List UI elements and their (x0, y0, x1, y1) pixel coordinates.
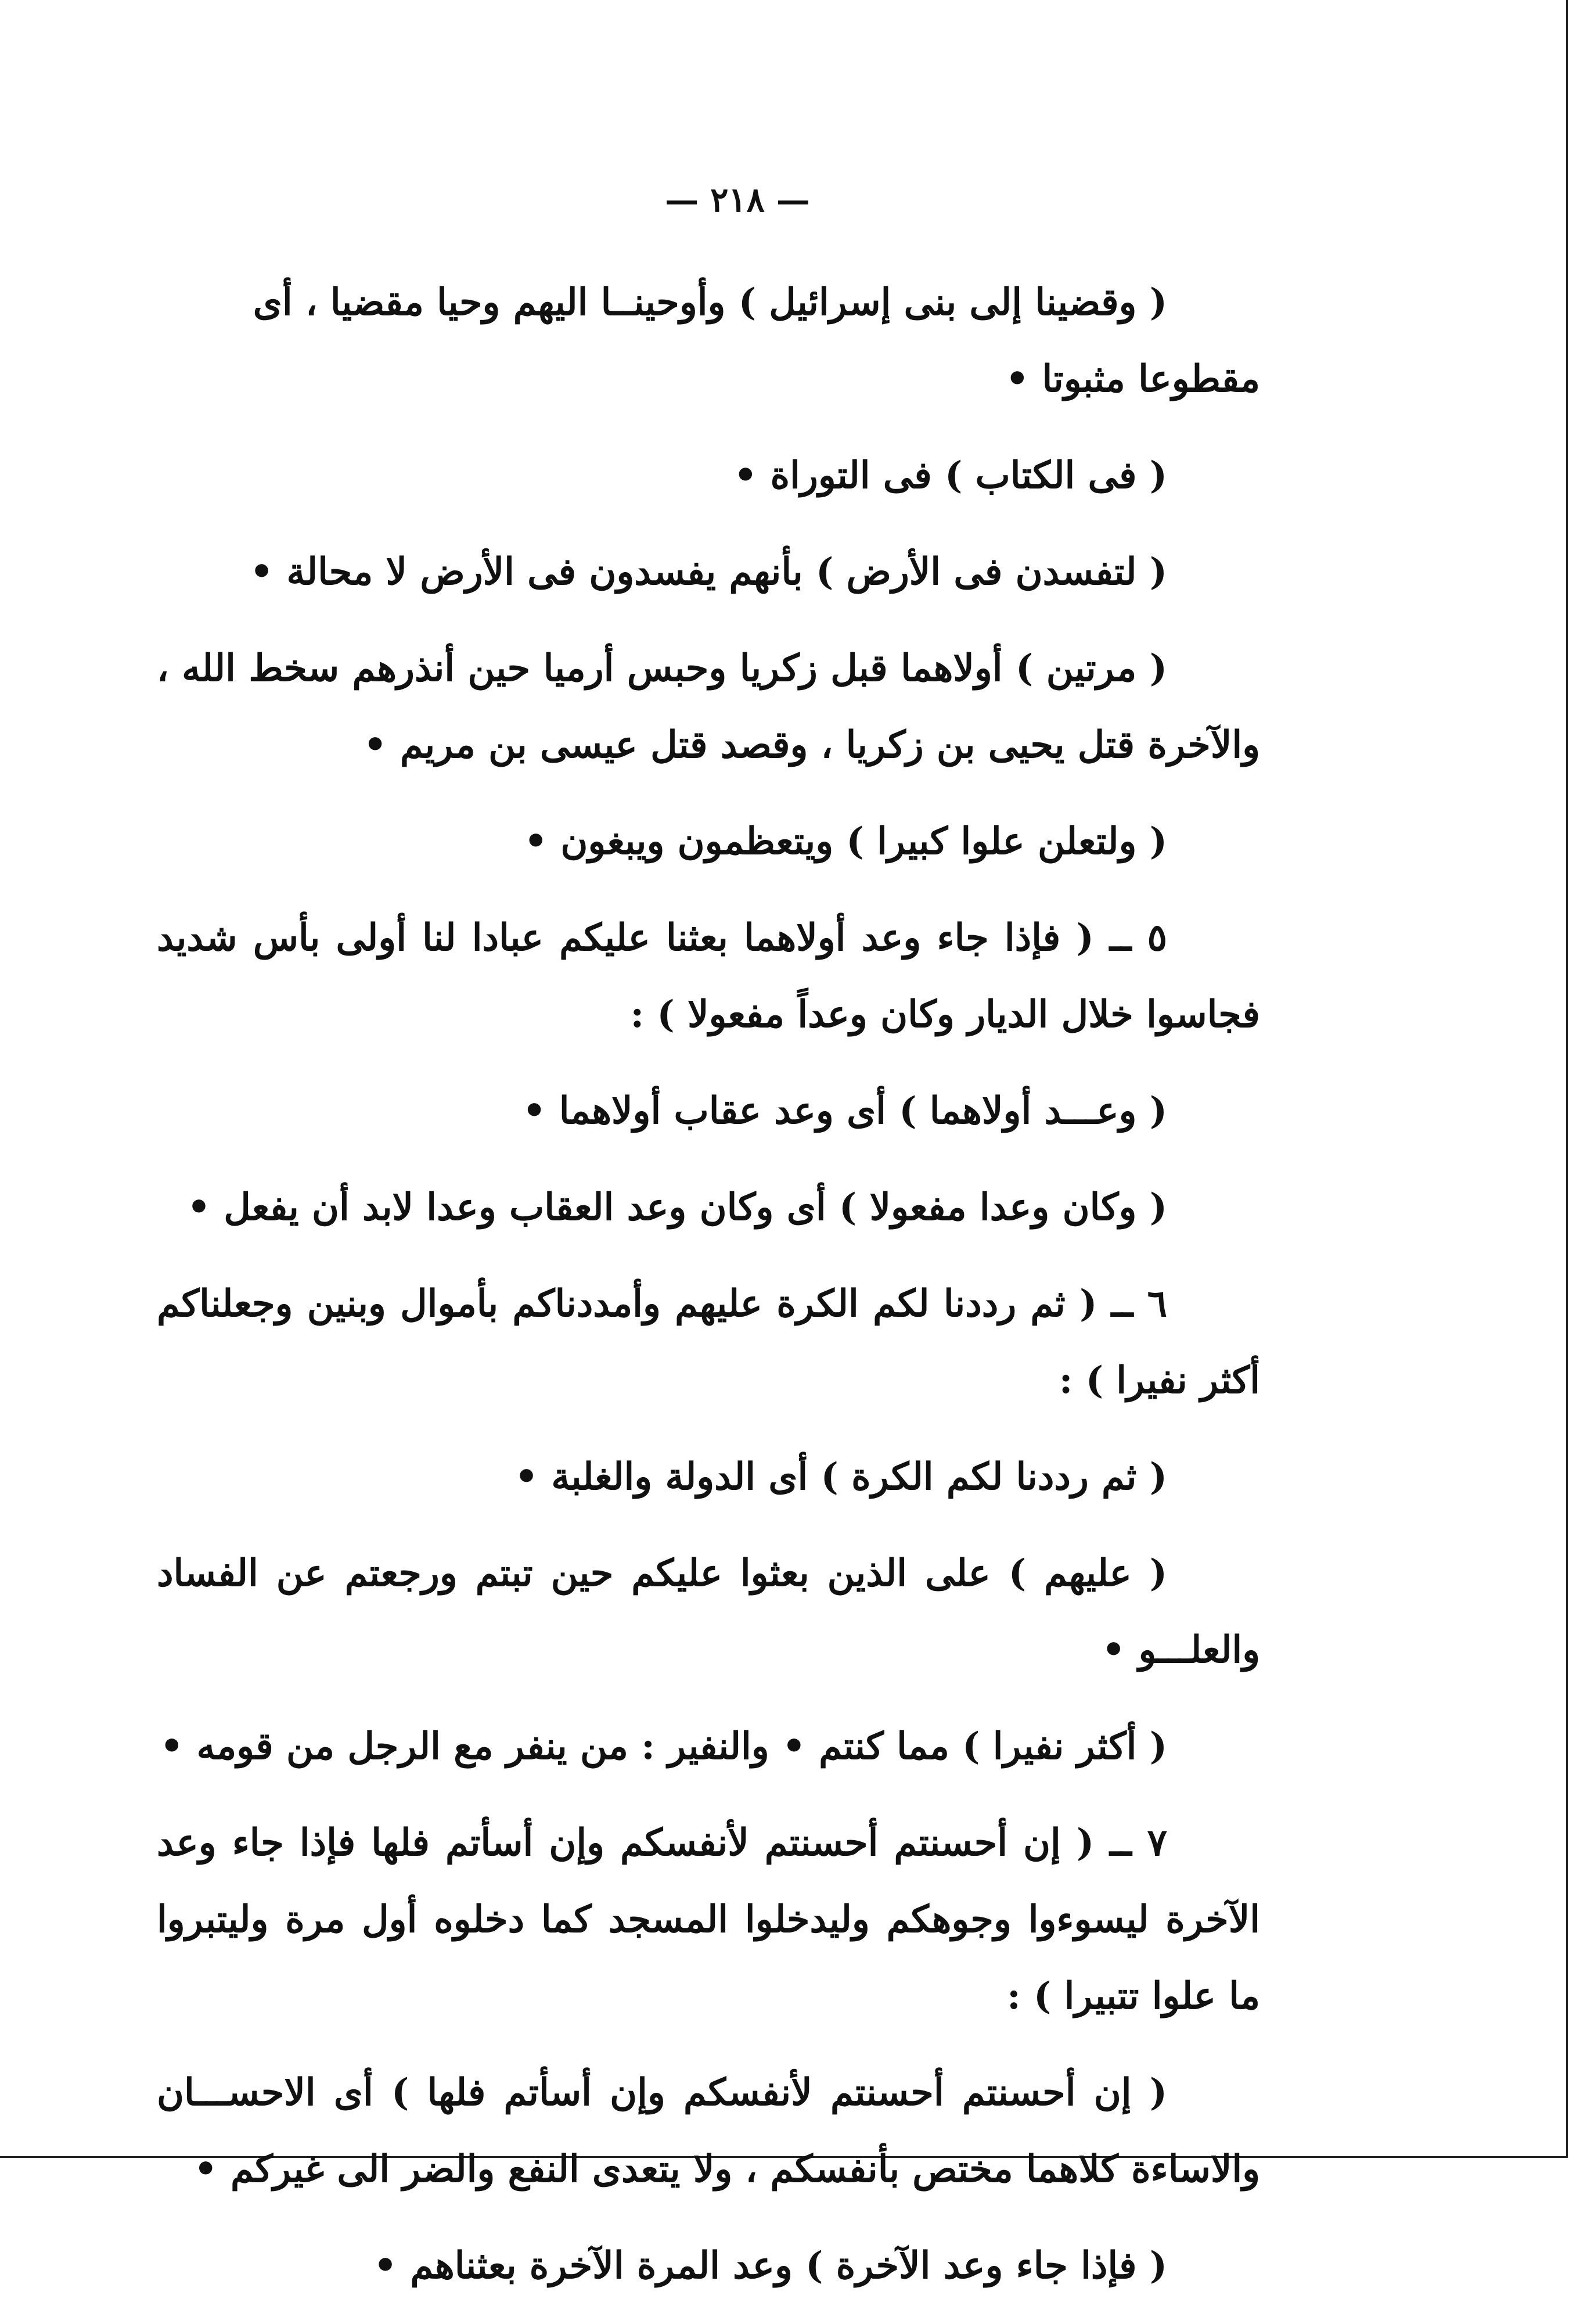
paragraph: ( وعـــد أولاهما ) أى وعد عقاب أولاهما • (522, 1089, 1167, 1133)
paragraph: ( ولتعلن علوا كبيرا ) ويتعظمون ويبغون • (524, 820, 1167, 863)
page-number: — ٢١٨ — (665, 180, 810, 220)
paragraph: ( وكان وعدا مفعولا ) أى وكان وعد العقاب وعدا لابد أن يفعل • (187, 1186, 1167, 1229)
paragraph: ( فإذا جاء وعد الآخرة ) وعد المرة الآخرة بعثناهم • (373, 2244, 1167, 2287)
paragraph: ( مرتين ) أولاهما قبل زكريا وحبس أرميا حين أنذرهم سخط الله ، والآخرة قتل يحيى بن زكريا ، وقصد قتل عيسى بن مريم • (157, 646, 1260, 767)
paragraph: ٧ ــ ( إن أحسنتم أحسنتم لأنفسكم وإن أسأتم فلها فإذا جاء وعد الآخرة ليسوءوا وجوهكم وليدخلوا المسجد كما دخلوه أول مرة وليتبروا ما علوا تتبيرا ) : (157, 1821, 1260, 2018)
paragraph: ( عليهم ) على الذين بعثوا عليكم حين تبتم ورجعتم عن الفساد والعلـــو • (157, 1551, 1260, 1672)
paragraph: ٦ ــ ( ثم رددنا لكم الكرة عليهم وأمددناكم بأموال وبنين وجعلناكم أكثر نفيرا ) : (157, 1282, 1260, 1402)
paragraph: ٥ ــ ( فإذا جاء وعد أولاهما بعثنا عليكم عبادا لنا أولى بأس شديد فجاسوا خلال الديار وكان وعداً مفعولا ) : (157, 916, 1260, 1036)
paragraph: ( لتفسدن فى الأرض ) بأنهم يفسدون فى الأرض لا محالة • (250, 550, 1167, 594)
page-body (157, 264, 1260, 2324)
paragraph: ( أكثر نفيرا ) مما كنتم • والنفير : من ينفر مع الرجل من قومه • (160, 1725, 1167, 1768)
paragraph: ( وقضينا إلى بنى إسرائيل ) وأوحينــا اليهم وحيا مقضيا ، أى مقطوعا مثبوتا • (253, 281, 1260, 401)
paragraph: ( إن أحسنتم أحسنتم لأنفسكم وإن أسأتم فلها ) أى الاحســـان والاساءة كلاهما مختص بأنفسكم ، ولا يتعدى النفع والضر الى غيركم • (157, 2071, 1260, 2191)
paragraph: ( ثم رددنا لكم الكرة ) أى الدولة والغلبة • (514, 1455, 1167, 1499)
paragraph: ( فى الكتاب ) فى التوراة • (733, 454, 1167, 497)
